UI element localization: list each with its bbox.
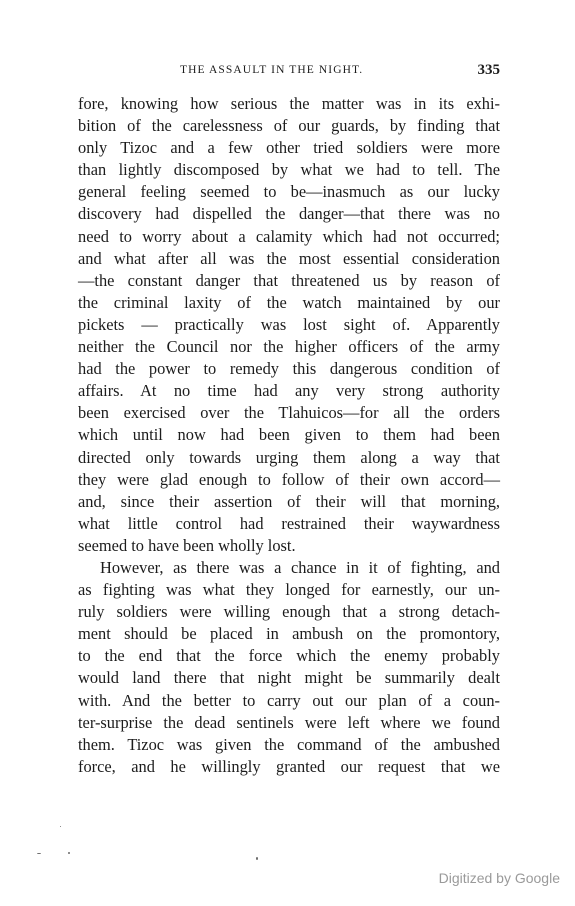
text-line: been exercised over the Tlahuicos—for all the orders [78, 403, 500, 423]
text-line: them. Tizoc was given the command of the ambushed [78, 734, 500, 754]
scan-speck [68, 852, 70, 854]
text-line: fore, knowing how serious the matter was in its exhi- [78, 94, 500, 113]
text-line: pickets — practically was lost sight of. Apparently [78, 314, 500, 334]
text-line: ter-surprise the dead sentinels were left where we found [78, 712, 500, 732]
text-line: force, and he willingly granted our request that we [78, 756, 500, 776]
text-line: neither the Council nor the higher officers of the army [78, 337, 500, 357]
text-line: discovery had dispelled the danger—that there was no [78, 204, 500, 224]
text-line: had the power to remedy this dangerous condition of [78, 359, 500, 379]
scan-speck [60, 826, 61, 827]
text-line: with. And the better to carry out our plan of a coun- [78, 690, 500, 710]
text-line: bition of the carelessness of our guards, by finding that [78, 116, 500, 136]
text-line: and, since their assertion of their will that morning, [78, 491, 500, 511]
body-text [78, 93, 500, 778]
text-line: need to worry about a calamity which had not occurred; [78, 226, 500, 246]
text-line: only Tizoc and a few other tried soldiers were more [78, 138, 500, 158]
paragraph-2 [78, 557, 500, 778]
text-line: to the end that the force which the enemy probably [78, 646, 500, 666]
text-line: which until now had been given to them had been [78, 425, 500, 445]
scan-speck [37, 853, 41, 854]
text-line: than lightly discomposed by what we had to tell. The [78, 160, 500, 180]
text-line: affairs. At no time had any very strong authority [78, 381, 500, 401]
text-line: they were glad enough to follow of their own accord— [78, 469, 500, 489]
text-line: seemed to have been wholly lost. [78, 535, 296, 555]
text-line: and what after all was the most essential consideration [78, 248, 500, 268]
text-line: ruly soldiers were willing enough that a strong detach- [78, 602, 500, 622]
text-line: general feeling seemed to be—inasmuch as our lucky [78, 182, 500, 202]
text-line: what little control had restrained their waywardness [78, 513, 500, 533]
running-title: THE ASSAULT IN THE NIGHT. [180, 64, 364, 76]
paragraph-1 [78, 93, 500, 557]
scan-speck [256, 857, 258, 860]
page-number: 335 [477, 62, 500, 78]
text-line: —the constant danger that threatened us by reason of [78, 270, 500, 290]
text-line: the criminal laxity of the watch maintained by our [78, 292, 500, 312]
text-line: directed only towards urging them along a way that [78, 447, 500, 467]
text-line: ment should be placed in ambush on the promontory, [78, 624, 500, 644]
digitization-watermark: Digitized by Google [438, 870, 560, 886]
text-line: as fighting was what they longed for earnestly, our un- [78, 580, 500, 600]
text-line: would land there that night might be summarily dealt [78, 668, 500, 688]
text-line: However, as there was a chance in it of fighting, and [100, 557, 500, 577]
running-header [78, 62, 500, 84]
